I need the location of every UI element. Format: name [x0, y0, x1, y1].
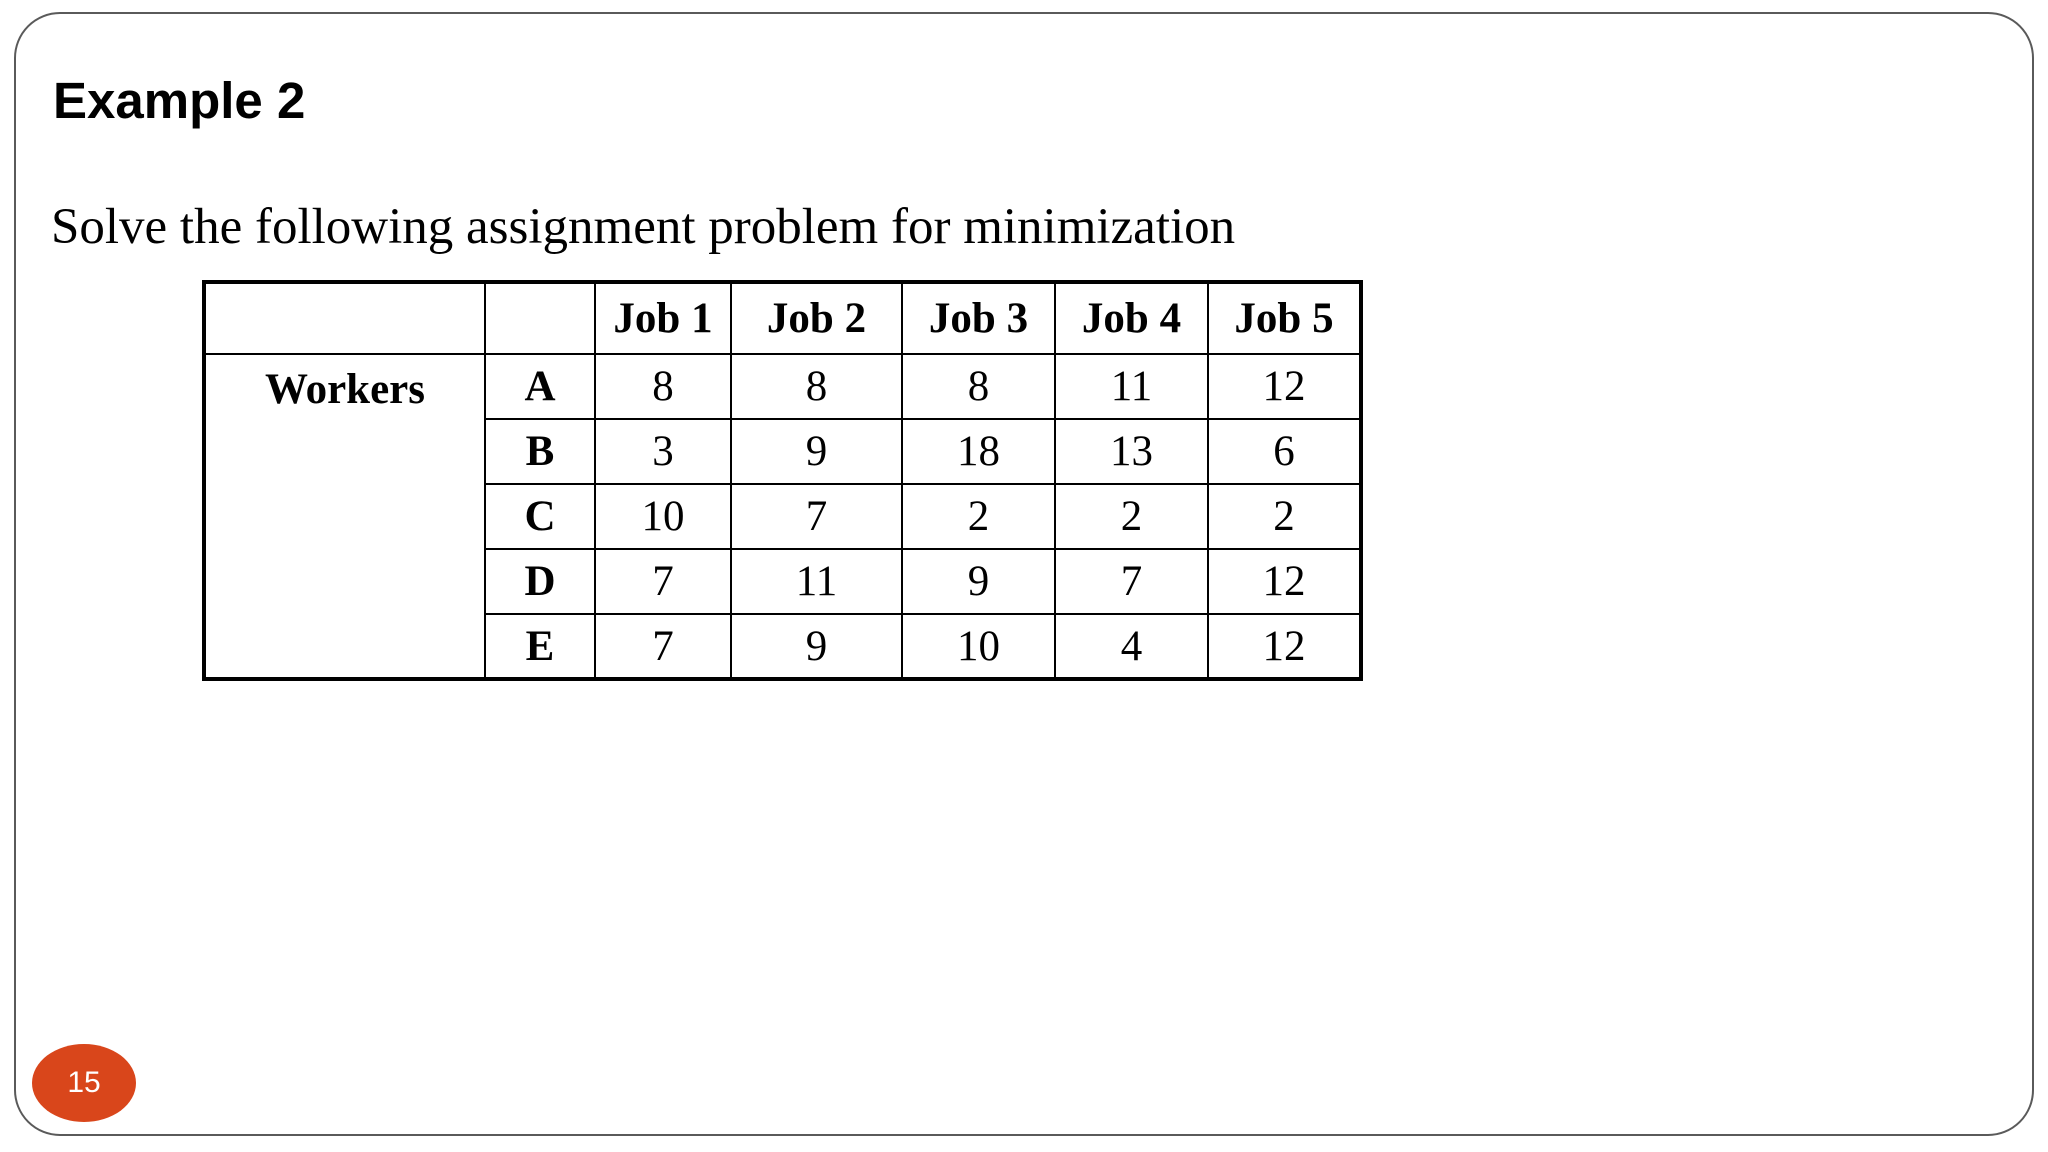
row-group-label: Workers [204, 354, 485, 679]
row-label: D [485, 549, 595, 614]
cost-cell: 2 [1055, 484, 1208, 549]
column-header-job-5: Job 5 [1208, 282, 1361, 354]
row-label: A [485, 354, 595, 419]
cost-cell: 11 [731, 549, 902, 614]
cost-cell: 9 [731, 614, 902, 679]
row-label: B [485, 419, 595, 484]
page-number-badge: 15 [32, 1044, 136, 1122]
header-row [204, 282, 1361, 354]
column-header-job-4: Job 4 [1055, 282, 1208, 354]
cost-cell: 8 [731, 354, 902, 419]
problem-statement: Solve the following assignment problem for minimization [51, 199, 1236, 255]
cost-cell: 8 [902, 354, 1055, 419]
cost-cell: 7 [1055, 549, 1208, 614]
cost-cell: 7 [595, 549, 731, 614]
table-row [204, 354, 1361, 419]
row-label-header [485, 282, 595, 354]
cost-cell: 10 [595, 484, 731, 549]
cost-cell: 7 [595, 614, 731, 679]
cost-cell: 12 [1208, 549, 1361, 614]
cost-cell: 6 [1208, 419, 1361, 484]
cost-table [202, 280, 1363, 681]
cost-cell: 18 [902, 419, 1055, 484]
cost-cell: 7 [731, 484, 902, 549]
row-label: E [485, 614, 595, 679]
cost-cell: 12 [1208, 354, 1361, 419]
slide-title: Example 2 [53, 72, 306, 129]
corner-cell [204, 282, 485, 354]
cost-cell: 2 [902, 484, 1055, 549]
cost-cell: 9 [902, 549, 1055, 614]
cost-cell: 2 [1208, 484, 1361, 549]
cost-cell: 4 [1055, 614, 1208, 679]
cost-cell: 8 [595, 354, 731, 419]
cost-cell: 9 [731, 419, 902, 484]
column-header-job-3: Job 3 [902, 282, 1055, 354]
cost-cell: 12 [1208, 614, 1361, 679]
cost-cell: 13 [1055, 419, 1208, 484]
cost-cell: 11 [1055, 354, 1208, 419]
cost-cell: 10 [902, 614, 1055, 679]
cost-cell: 3 [595, 419, 731, 484]
column-header-job-1: Job 1 [595, 282, 731, 354]
row-label: C [485, 484, 595, 549]
column-header-job-2: Job 2 [731, 282, 902, 354]
